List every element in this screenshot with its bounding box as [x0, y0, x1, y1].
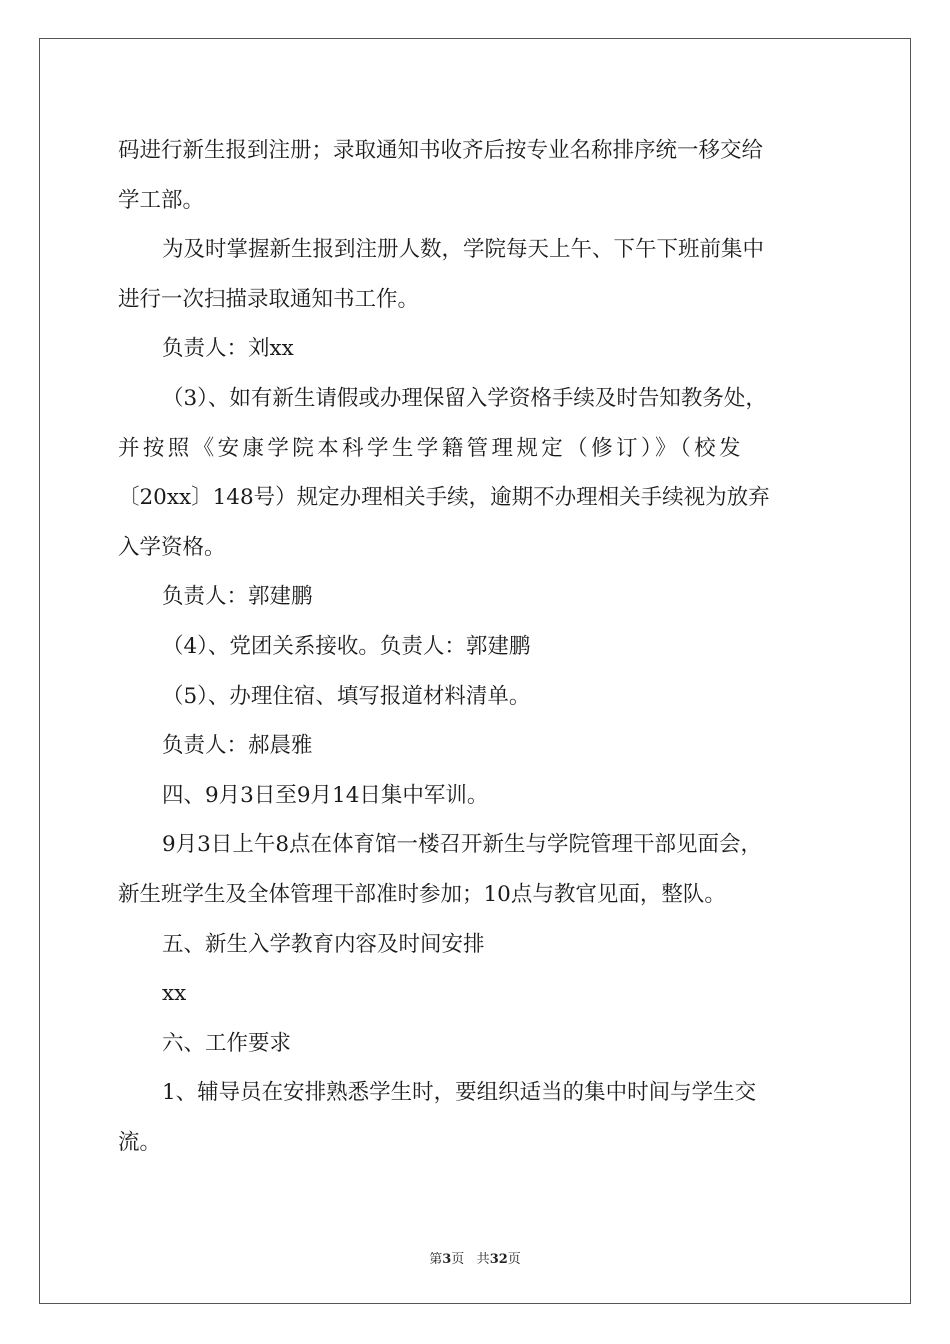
text-line: （5）、办理住宿、填写报道材料清单。	[162, 683, 531, 709]
text-line: 进行一次扫描录取通知书工作。	[118, 286, 420, 312]
text-line: xx	[162, 981, 187, 1007]
text-line: 负责人：郭建鹏	[162, 584, 313, 610]
paragraph-12	[118, 969, 834, 1019]
text-line: （4）、党团关系接收。负责人：郭建鹏	[162, 633, 531, 659]
paragraph-10	[118, 820, 834, 919]
text-line: 四、9月3日至9月14日集中军训。	[162, 782, 489, 808]
paragraph-9	[118, 771, 834, 821]
paragraph-4	[118, 374, 834, 572]
paragraph-5	[118, 572, 834, 622]
page-footer	[0, 1248, 950, 1267]
paragraph-13	[118, 1019, 834, 1069]
footer-prefix: 第	[429, 1252, 443, 1267]
paragraph-14	[118, 1068, 834, 1167]
paragraph-6	[118, 622, 834, 672]
text-line: 流。	[118, 1129, 162, 1155]
current-page-number: 3	[442, 1252, 452, 1267]
text-line: 负责人：刘xx	[162, 336, 294, 362]
text-line: 为及时掌握新生报到注册人数，学院每天上午、下午下班前集中	[162, 237, 765, 263]
text-line: （3）、如有新生请假或办理保留入学资格手续及时告知教务处，	[162, 385, 767, 411]
text-line: 1、辅导员在安排熟悉学生时，要组织适当的集中时间与学生交	[162, 1080, 757, 1106]
paragraph-2	[118, 225, 834, 324]
total-page-count: 32	[489, 1252, 508, 1267]
footer-total-prefix: 共	[476, 1252, 490, 1267]
text-line: 码进行新生报到注册；录取通知书收齐后按专业名称排序统一移交给	[118, 138, 764, 163]
text-line: 入学资格。	[118, 534, 226, 560]
text-line: 负责人：郝晨雅	[162, 733, 313, 759]
footer-page-suffix: 页	[451, 1252, 465, 1267]
paragraph-7	[118, 672, 834, 722]
text-line: 〔20xx〕148号）规定办理相关手续，逾期不办理相关手续视为放弃	[118, 485, 770, 511]
text-line: 五、新生入学教育内容及时间安排	[162, 931, 485, 957]
text-line: 并按照《安康学院本科学生学籍管理规定（修订）》（校发	[118, 435, 744, 461]
paragraph-3	[118, 324, 834, 374]
footer-total-suffix: 页	[507, 1252, 521, 1267]
document-body	[118, 126, 834, 1167]
paragraph-8	[118, 721, 834, 771]
text-line: 9月3日上午8点在体育馆一楼召开新生与学院管理干部见面会，	[162, 832, 763, 858]
text-line: 新生班学生及全体管理干部准时参加；10点与教官见面，整队。	[118, 881, 726, 907]
text-line: 学工部。	[118, 187, 205, 213]
paragraph-11	[118, 920, 834, 970]
paragraph-1	[118, 126, 834, 225]
text-line: 六、工作要求	[162, 1030, 292, 1056]
